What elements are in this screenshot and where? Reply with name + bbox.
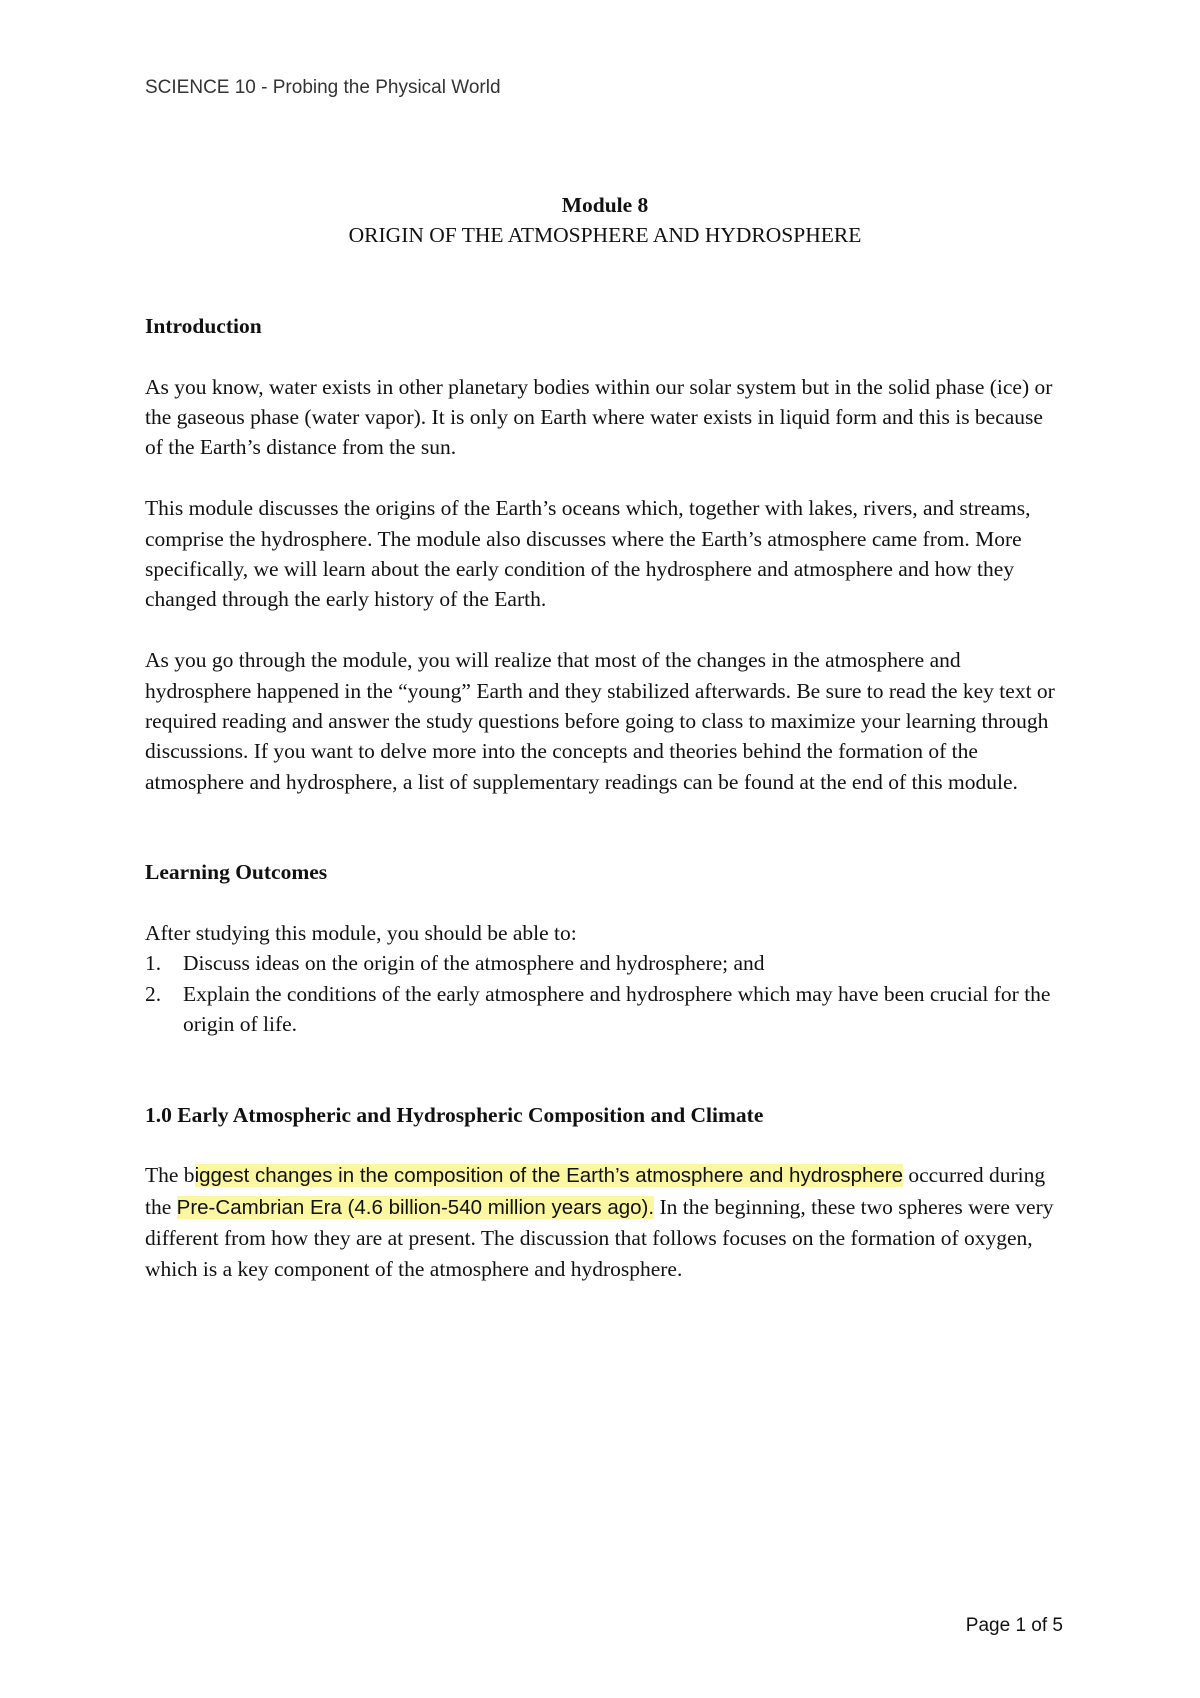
learning-outcomes-lead: After studying this module, you should be able to: xyxy=(145,921,577,946)
list-item xyxy=(145,948,1065,978)
learning-outcomes-heading: Learning Outcomes xyxy=(145,860,328,885)
list-item xyxy=(145,979,1065,1040)
module-number: Module 8 xyxy=(561,193,649,217)
learning-outcomes-list xyxy=(145,948,1065,1039)
introduction-paragraph-1: As you know, water exists in other planetary bodies within our solar system but in the solid phase (ice) or the gaseous phase (water vapor). It is only on Earth where water exists in liquid form and this is because of the Earth’s distance from the sun. xyxy=(145,374,1053,460)
running-header: SCIENCE 10 - Probing the Physical World xyxy=(145,77,501,98)
list-item-text: Discuss ideas on the origin of the atmosphere and hydrosphere; and xyxy=(183,951,765,976)
highlighted-text-1: iggest changes in the composition of the Earth’s atmosphere and hydrosphere xyxy=(194,1164,904,1188)
section-1-text-c: In the beginning, these two spheres were very different from how they are at present. The discussion that follows focuses on the formation of oxygen, which is a key component of the atmosphere and hydrosphere. xyxy=(145,1194,1054,1281)
list-item-number: 1. xyxy=(145,951,162,976)
introduction-paragraph-2: This module discusses the origins of the Earth’s oceans which, together with lakes, rivers, and streams, comprise the hydrosphere. The module also discusses where the Earth’s atmosphere came from. More specifically, we will learn about the early condition of the hydrosphere and atmosphere and how they changed through the early history of the Earth. xyxy=(145,496,1031,612)
module-title: ORIGIN OF THE ATMOSPHERE AND HYDROSPHERE xyxy=(348,223,862,248)
section-1-text-b: occurred during the xyxy=(145,1163,1046,1219)
list-item-text: Explain the conditions of the early atmosphere and hydrosphere which may have been crucial for the origin of life. xyxy=(183,981,1051,1037)
introduction-heading: Introduction xyxy=(145,313,262,338)
list-item-number: 2. xyxy=(145,981,162,1006)
section-1-heading: 1.0 Early Atmospheric and Hydrospheric Composition and Climate xyxy=(145,1102,764,1127)
page-number: Page 1 of 5 xyxy=(965,1615,1063,1636)
section-1-text-a: The b xyxy=(145,1163,195,1188)
introduction-paragraph-3: As you go through the module, you will realize that most of the changes in the atmosphere and hydrosphere happened in the “young” Earth and they stabilized afterwards. Be sure to read the key text or required reading and answer the study questions before going to class to maximize your learning through discussions. If you want to delve more into the concepts and theories behind the formation of the atmosphere and hydrosphere, a list of supplementary readings can be found at the end of this module. xyxy=(145,648,1055,794)
highlighted-text-2: Pre-Cambrian Era (4.6 billion-540 million years ago). xyxy=(176,1195,655,1219)
module-title-block xyxy=(145,190,1065,251)
section-1-paragraph xyxy=(145,1160,1065,1284)
document-body xyxy=(145,190,1065,1284)
